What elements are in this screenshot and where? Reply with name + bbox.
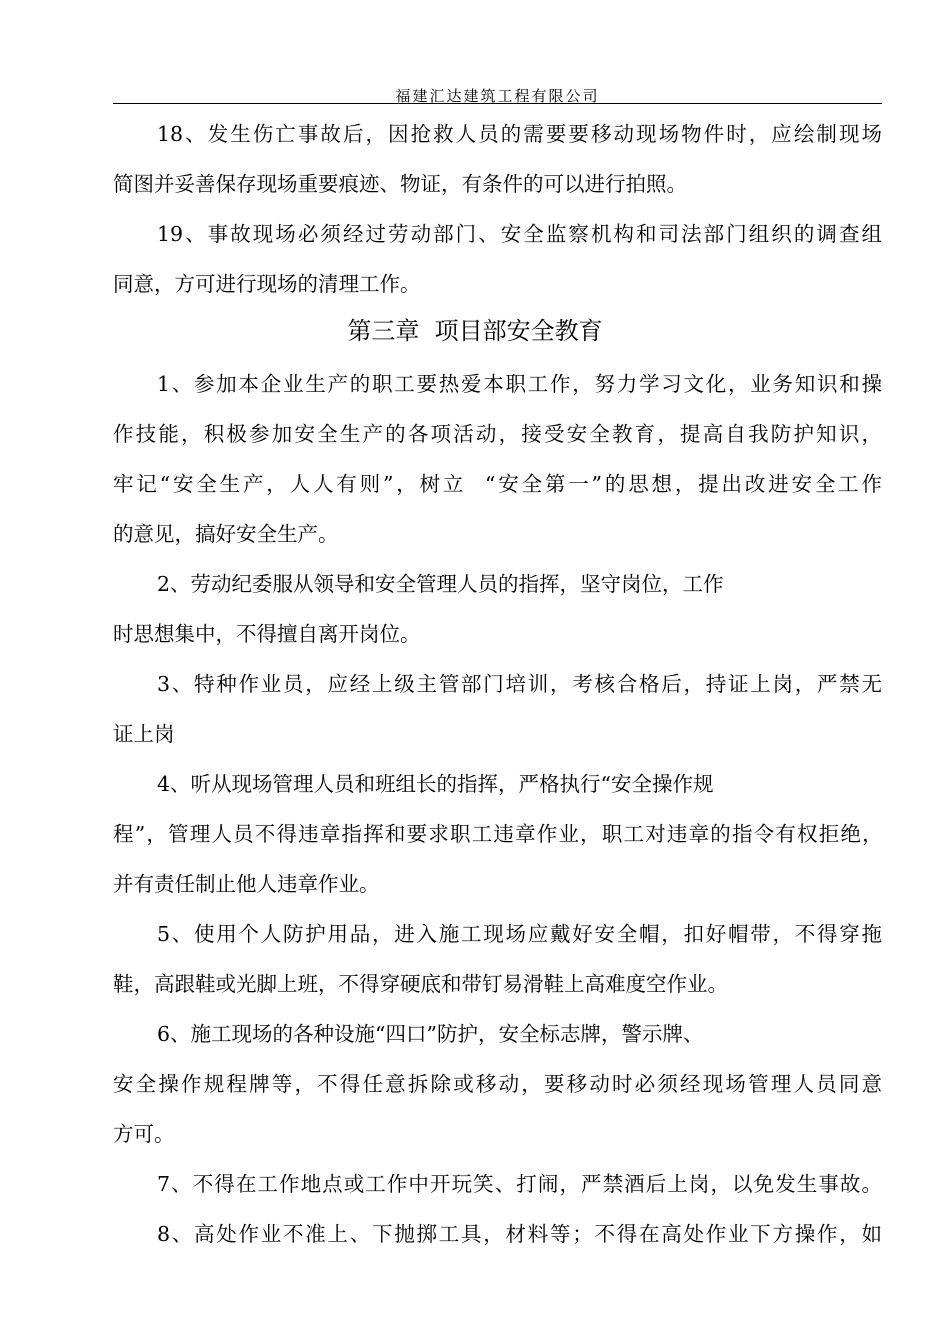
body-line: 证上岗 [113, 722, 175, 746]
body-line: 8、高处作业不准上、下抛掷工具，材料等；不得在高处作业下方操作，如 [157, 1222, 882, 1246]
page-header-company: 福建汇达建筑工程有限公司 [395, 87, 600, 105]
body-line: 鞋，高跟鞋或光脚上班，不得穿硬底和带钉易滑鞋上高难度空作业。 [113, 972, 728, 996]
body-line: 并有责任制止他人违章作业。 [113, 872, 380, 896]
body-line: 作技能，积极参加安全生产的各项活动，接受安全教育，提高自我防护知识， [113, 422, 882, 446]
chapter-title: 第三章 项目部安全教育 [347, 317, 603, 345]
body-line: 3、特种作业员，应经上级主管部门培训，考核合格后，持证上岗，严禁无 [157, 672, 882, 696]
body-line: 时思想集中，不得擅自离开岗位。 [113, 622, 421, 646]
body-line: 18、发生伤亡事故后，因抢救人员的需要要移动现场物件时，应绘制现场 [157, 122, 882, 146]
header-rule [113, 103, 882, 104]
body-line: 2、劳动纪委服从领导和安全管理人员的指挥，坚守岗位，工作 [157, 572, 724, 596]
body-line: 简图并妥善保存现场重要痕迹、物证，有条件的可以进行拍照。 [113, 172, 687, 196]
body-line: 1、参加本企业生产的职工要热爱本职工作，努力学习文化，业务知识和操 [157, 372, 882, 396]
body-line: 4、听从现场管理人员和班组长的指挥，严格执行“安全操作规 [157, 772, 714, 796]
body-line: 同意，方可进行现场的清理工作。 [113, 272, 421, 296]
body-line: 6、施工现场的各种设施“四口”防护，安全标志牌，警示牌、 [157, 1022, 704, 1046]
body-line: 19、事故现场必须经过劳动部门、安全监察机构和司法部门组织的调查组 [157, 222, 882, 246]
body-line: 安全操作规程牌等，不得任意拆除或移动，要移动时必须经现场管理人员同意 [113, 1072, 882, 1096]
body-line: 的意见，搞好安全生产。 [113, 522, 339, 546]
body-line: 程”，管理人员不得违章指挥和要求职工违章作业，职工对违章的指令有权拒绝， [113, 822, 882, 846]
body-line: 方可。 [113, 1122, 175, 1146]
body-line: 牢记“安全生产，人人有则”，树立 “安全第一”的思想，提出改进安全工作 [113, 472, 882, 496]
body-line: 7、不得在工作地点或工作中开玩笑、打闹，严禁酒后上岗，以免发生事故。 [157, 1172, 882, 1196]
body-line: 5、使用个人防护用品，进入施工现场应戴好安全帽，扣好帽带，不得穿拖 [157, 922, 882, 946]
